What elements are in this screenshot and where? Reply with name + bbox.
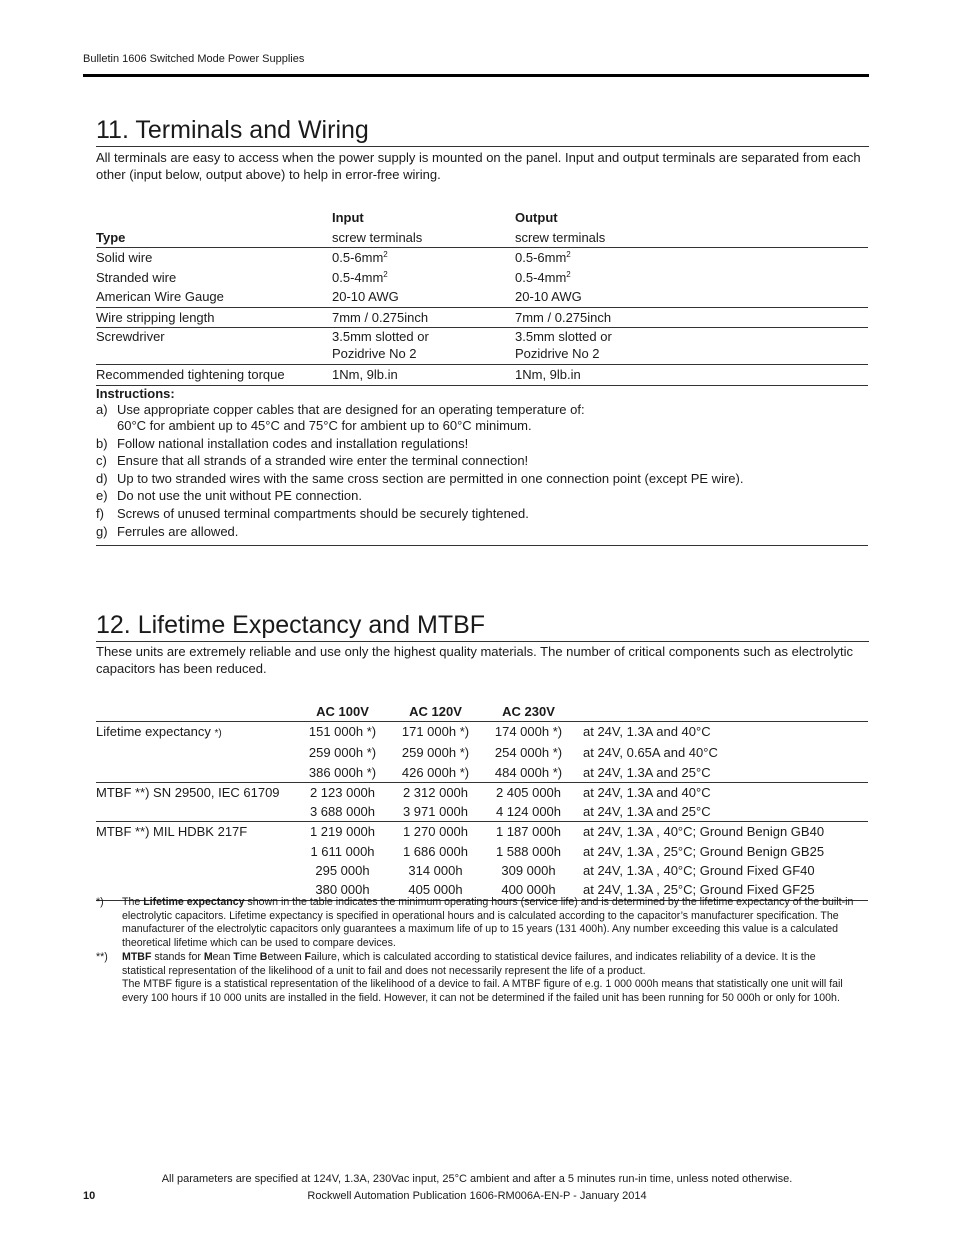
section-11-title: 11. Terminals and Wiring <box>96 115 869 147</box>
cell-input: $0.5-4mm^2$ <box>332 269 388 285</box>
section-12-title: 12. Lifetime Expectancy and MTBF <box>96 610 869 642</box>
column-header-input: Input <box>332 210 364 225</box>
column-header-output: Output <box>515 210 558 225</box>
table-row: MTBF **) MIL HDBK 217F 1 219 000h 1 270 000h 1 187 000h at 24V, 1.3A , 40°C; Ground Benign GB40 <box>96 822 868 842</box>
cell-input: 7mm / 0.275inch <box>332 307 515 328</box>
table-row <box>96 228 868 248</box>
row-label: Lifetime expectancy *) <box>96 724 222 740</box>
table-row <box>96 248 868 268</box>
instructions-block <box>96 385 868 546</box>
table-row: 295 000h 314 000h 309 000h at 24V, 1.3A , 40°C; Ground Fixed GF40 <box>315 863 815 879</box>
footnote-mtbf: **) MTBF stands for Mean Time Between Failure, which is calculated according to statistical device failures, and indicates reliability of a device. It is the statistical representation of the likelihood of a unit to fail and does not necessarily represent the life of a product. The MTBF figure is a statistical representation of the likelihood of a device to fail. A MTBF figure of e.g. 1 000 000h means that statistically one unit will fail every 100 hours if 10 000 units are installed in the field. However, it can not be determined if the failed unit has been running for 50 000h or only for 100h. <box>96 950 843 1004</box>
row-label: MTBF **) SN 29500, IEC 61709 <box>96 784 280 800</box>
row-label: MTBF **) MIL HDBK 217F <box>96 824 248 840</box>
table-row <box>96 328 868 365</box>
footer-publication: Rockwell Automation Publication 1606-RM006A-EN-P - January 2014 <box>307 1190 647 1202</box>
header-rule <box>83 74 869 77</box>
page-number: 10 <box>83 1190 96 1202</box>
instructions-title: Instructions: <box>96 386 175 401</box>
cell-output: 7mm / 0.275inch <box>515 307 868 328</box>
footer-note: All parameters are specified at 124V, 1.3A, 230Vac input, 25°C ambient and after a 5 minutes run-in time, unless noted otherwise. <box>161 1173 793 1185</box>
table-row: 1 611 000h 1 686 000h 1 588 000h at 24V, 1.3A , 25°C; Ground Benign GB25 <box>310 843 825 859</box>
table-row: 380 000h 405 000h 400 000h at 24V, 1.3A , 25°C; Ground Fixed GF25 <box>96 880 868 900</box>
table-row: 386 000h *) 426 000h *) 484 000h *) at 24V, 1.3A and 25°C <box>96 763 868 783</box>
list-item: f) Screws of unused terminal compartments should be securely tightened. <box>96 505 529 521</box>
row-label: Screwdriver <box>96 328 332 365</box>
table-header-row <box>96 208 868 228</box>
table-row: 259 000h *) 259 000h *) 254 000h *) at 24V, 0.65A and 40°C <box>308 745 718 761</box>
table-row <box>96 287 868 307</box>
table-row <box>96 307 868 328</box>
section-12-intro: These units are extremely reliable and use only the highest quality materials. The number of critical components such as electrolytic capacitors has been reduced. <box>96 644 854 676</box>
list-item: e) Do not use the unit without PE connection. <box>96 488 362 504</box>
table-row <box>96 268 868 288</box>
column-header-ac120: AC 120V <box>389 702 482 722</box>
table-row <box>96 365 868 386</box>
column-header-ac100: AC 100V <box>296 702 389 722</box>
table-row: 3 688 000h 3 971 000h 4 124 000h at 24V, 1.3A and 25°C <box>96 802 868 822</box>
cell-input: 1Nm, 9lb.in <box>332 365 515 386</box>
row-label: Solid wire <box>96 250 153 265</box>
row-label: Recommended tightening torque <box>96 365 332 386</box>
section-11-intro: All terminals are easy to access when the power supply is mounted on the panel. Input and output terminals are separated from each other (input below, output above) to help in error-free wiring. <box>96 150 861 182</box>
list-item: d) Up to two stranded wires with the same cross section are permitted in one connection point (except PE wire). <box>96 470 744 486</box>
running-header: Bulletin 1606 Switched Mode Power Supplies <box>83 53 305 65</box>
list-item: b) Follow national installation codes and installation regulations! <box>96 435 469 451</box>
cell-input: $0.5-6mm^2$ <box>332 250 388 265</box>
cell-input: 20-10 AWG <box>332 287 515 307</box>
table-row: MTBF **) SN 29500, IEC 61709 2 123 000h 2 312 000h 2 405 000h at 24V, 1.3A and 40°C <box>96 782 868 802</box>
row-label: Wire stripping length <box>96 307 332 328</box>
cell-input: 3.5mm slotted or Pozidrive No 2 <box>332 328 515 365</box>
terminals-table <box>96 208 868 386</box>
cell-input: screw terminals <box>332 228 515 248</box>
footnote-lifetime: *) The Lifetime expectancy shown in the table indicates the minimum operating hours (service life) and is determined by the lifetime expectancy of the built-in electrolytic capacitors. Lifetime expectancy is specified in operational hours and is calculated according to the capacitor’s manufacturer specification. The manufacturer of the electrolytic capacitors only guarantees a maximum life of up to 15 years (131 400h). Any number exceeding this value is a calculated theoretical lifetime which can be used to compare devices. <box>96 896 854 950</box>
table-header-row <box>96 702 868 722</box>
column-header-ac230: AC 230V <box>482 702 575 722</box>
row-label: Stranded wire <box>96 269 177 285</box>
cell-output: $0.5-4mm^2$ <box>515 269 571 285</box>
cell-output: 3.5mm slotted or Pozidrive No 2 <box>515 328 868 365</box>
lifetime-mtbf-table <box>96 702 868 901</box>
cell-output: 20-10 AWG <box>515 287 868 307</box>
row-label: American Wire Gauge <box>96 287 332 307</box>
table-row: Lifetime expectancy *) 151 000h *) 171 000h *) 174 000h *) at 24V, 1.3A and 40°C <box>96 722 868 744</box>
footnotes <box>96 896 856 1006</box>
cell-output: 1Nm, 9lb.in <box>515 365 868 386</box>
list-item: c) Ensure that all strands of a stranded wire enter the terminal connection! <box>96 453 529 469</box>
row-label: Type <box>96 228 332 248</box>
cell-output: $0.5-6mm^2$ <box>515 250 571 265</box>
cell-output: screw terminals <box>515 228 868 248</box>
list-item: g) Ferrules are allowed. <box>96 523 239 539</box>
list-item: a) Use appropriate copper cables that are designed for an operating temperature of: 60°C for ambient up to 45°C and 75°C for ambient up to 60°C minimum. <box>96 402 585 433</box>
